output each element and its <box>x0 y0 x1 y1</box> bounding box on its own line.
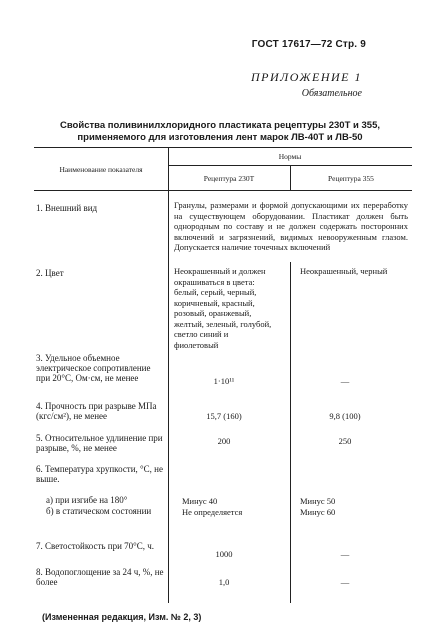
row-6-name: 6. Температура хрупкости, °С, не выше. <box>36 464 163 484</box>
row-2-value-230t: Неокрашенный и должен окрашиваться в цвета: белый, серый, черный, коричневый, красный, розовый, оранжевый, желтый, зеленый, голубой, светло синий и фиолетовый <box>174 266 272 350</box>
row-2-name: 2. Цвет <box>36 268 64 278</box>
table-column-divider-2 <box>290 262 291 603</box>
row-7-value-230t: 1000 <box>215 549 233 559</box>
row-6b-value-230t: Не определяется <box>182 507 243 517</box>
row-5-name: 5. Относительное удлинение при разрыве, %, не менее <box>36 433 163 453</box>
row-8-name: 8. Водопоглощение за 24 ч, %, не более <box>36 567 164 587</box>
appendix-title: ПРИЛОЖЕНИЕ 1 <box>251 70 362 84</box>
appendix-subtitle: Обязательное <box>301 88 362 99</box>
amendment-note: (Измененная редакция, Изм. № 2, 3) <box>42 612 202 622</box>
row-8-value-230t: 1,0 <box>218 577 230 587</box>
page-header: ГОСТ 17617—72 Стр. 9 <box>251 39 366 50</box>
row-3-value-230t: 1·10¹¹ <box>213 376 235 386</box>
header-recipe-355: Рецептура 355 <box>328 174 374 183</box>
row-5-value-230t: 200 <box>217 436 231 446</box>
header-indicator: Наименование показателя <box>59 165 143 174</box>
header-norms: Нормы <box>278 152 302 161</box>
row-6b-name: б) в статическом состоянии <box>46 506 152 516</box>
table-title <box>50 120 390 144</box>
table-title-line-2: применяемого для изготовления лент марок ЛВ-40Т и ЛВ-50 <box>77 132 363 143</box>
row-6a-value-355: Минус 50 <box>300 496 336 506</box>
row-4-value-355: 9,8 (100) <box>329 411 361 421</box>
row-2-value-355: Неокрашенный, черный <box>300 266 388 276</box>
row-6b-value-355: Минус 60 <box>300 507 336 517</box>
row-4-name: 4. Прочность при разрыве МПа (кгс/см²), не менее <box>36 401 157 421</box>
row-1-value: Гранулы, размерами и формой допускающими их переработку на существующем оборудовании. Пластикат должен быть однородным по составу и не должен содержать посторонних включений и загрязнений, видимых невооруженным глазом. Допускается наличие точечных включений <box>174 200 408 252</box>
row-3-value-355: — <box>340 376 350 386</box>
table-column-divider-1 <box>168 147 169 603</box>
row-7-value-355: — <box>340 549 350 559</box>
table-header-bottom-rule <box>34 190 412 191</box>
row-3-name: 3. Удельное объемное электрическое сопротивление при 20°С, Ом·см, не менее <box>36 353 151 383</box>
header-recipe-230t: Рецептура 230Т <box>203 174 255 183</box>
table-top-rule <box>34 147 412 148</box>
row-6a-name: а) при изгибе на 180° <box>46 495 128 505</box>
row-5-value-355: 250 <box>338 436 352 446</box>
row-1-name: 1. Внешний вид <box>36 203 98 213</box>
row-8-value-355: — <box>340 577 350 587</box>
row-7-name: 7. Светостойкость при 70°С, ч. <box>36 541 155 551</box>
row-6a-value-230t: Минус 40 <box>182 496 218 506</box>
row-4-value-230t: 15,7 (160) <box>206 411 242 421</box>
table-title-line-1: Свойства поливинилхлоридного пластиката рецептуры 230Т и 355, <box>59 120 380 131</box>
